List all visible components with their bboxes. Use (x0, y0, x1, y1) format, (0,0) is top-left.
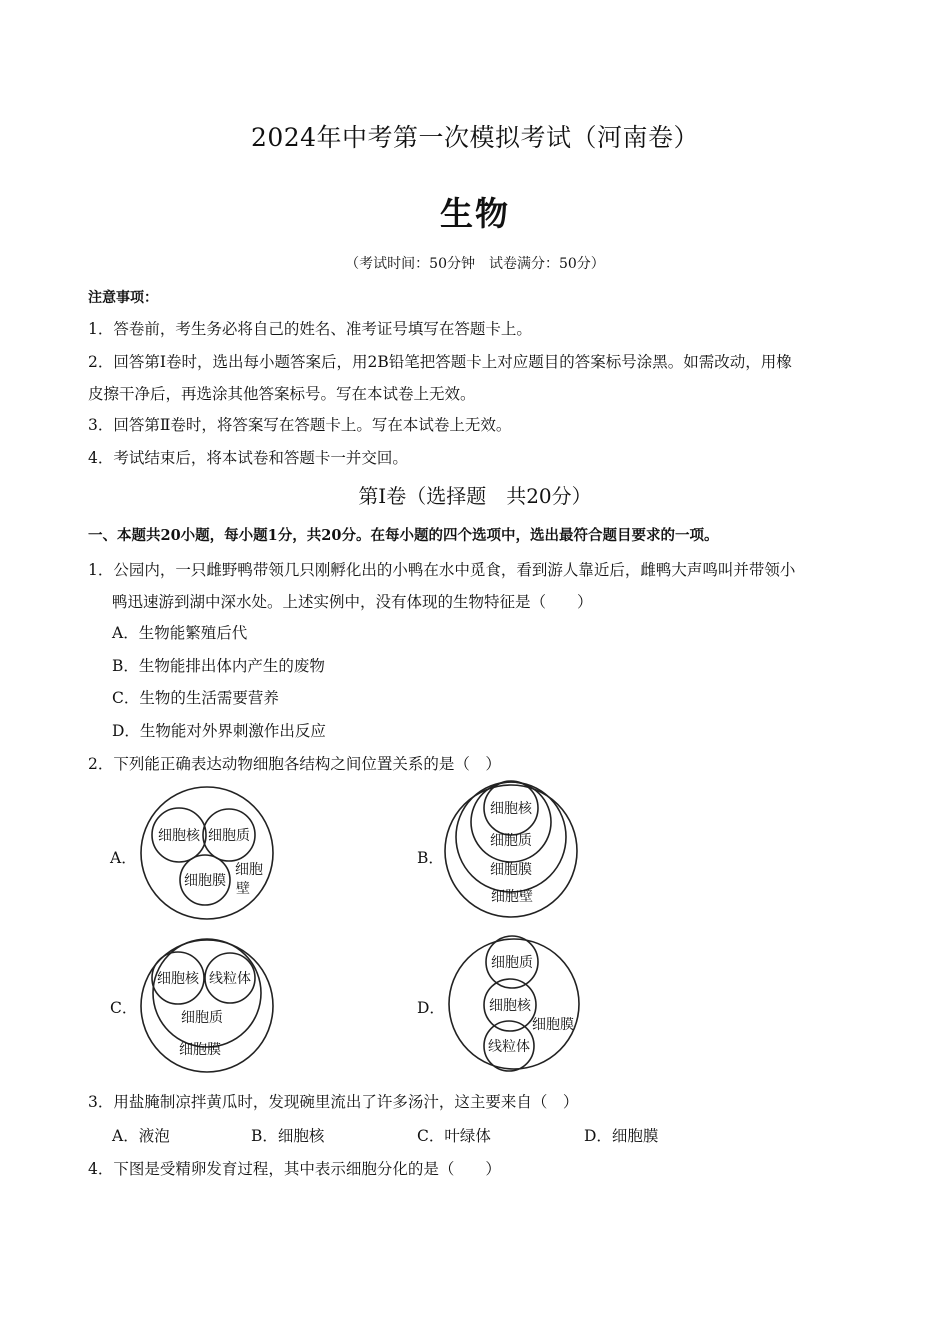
section-instruction: 一、本题共20小题，每小题1分，共20分。在每小题的四个选项中，选出最符合题目要求的一项。 (88, 527, 719, 544)
q2-option-b-letter: B． (417, 849, 444, 867)
notice-heading: 注意事项： (88, 290, 158, 306)
b-nucleus-label: 细胞核 (490, 801, 532, 817)
q1-option-d: D．生物能对外界刺激作出反应 (112, 722, 326, 740)
q2-option-d-letter: D． (417, 999, 445, 1017)
c-nucleus-label: 细胞核 (157, 971, 199, 987)
q4-stem: 4．下图是受精卵发育过程，其中表示细胞分化的是（ ） (88, 1160, 501, 1178)
b-membrane-label: 细胞膜 (490, 862, 532, 878)
a-wall-label-1: 细胞 (235, 862, 263, 878)
q3-stem: 3．用盐腌制凉拌黄瓜时，发现碗里流出了许多汤汁，这主要来自（ ） (88, 1093, 579, 1111)
d-mito-label: 线粒体 (488, 1039, 530, 1055)
q3-option-c: C．叶绿体 (417, 1127, 491, 1145)
a-membrane-label: 细胞膜 (184, 873, 226, 889)
q1-option-c: C．生物的生活需要营养 (112, 689, 279, 707)
q2-option-a-letter: A． (110, 849, 137, 867)
notice-item: 皮擦干净后，再选涂其他答案标号。写在本试卷上无效。 (88, 385, 476, 403)
b-wall-label: 细胞壁 (491, 889, 533, 905)
q2-option-c-letter: C． (110, 999, 138, 1017)
exam-title: 2024年中考第一次模拟考试（河南卷） (250, 123, 700, 152)
subject-title: 生物 (440, 194, 510, 233)
q1-stem-line2: 鸭迅速游到湖中深水处。上述实例中，没有体现的生物特征是（ ） (112, 593, 593, 611)
a-wall-label-2: 壁 (236, 881, 250, 897)
a-cytoplasm-label: 细胞质 (208, 828, 250, 844)
b-cytoplasm-label: 细胞质 (490, 833, 532, 849)
q2-stem: 2．下列能正确表达动物细胞各结构之间位置关系的是（ ） (88, 755, 501, 773)
notice-item: 3．回答第Ⅱ卷时，将答案写在答题卡上。写在本试卷上无效。 (88, 416, 512, 434)
d-cytoplasm-label: 细胞质 (491, 955, 533, 971)
c-mito-label: 线粒体 (209, 971, 251, 987)
notice-item: 2．回答第Ⅰ卷时，选出每小题答案后，用2B铅笔把答题卡上对应题目的答案标号涂黑。如需改动，用橡 (88, 353, 792, 371)
a-nucleus-label: 细胞核 (158, 828, 200, 844)
q1-stem-line1: 1．公园内，一只雌野鸭带领几只刚孵化出的小鸭在水中觅食，看到游人靠近后，雌鸭大声鸣叫并带领小 (88, 561, 796, 579)
section-title: 第Ⅰ卷（选择题 共20分） (358, 484, 592, 508)
notice-item: 4．考试结束后，将本试卷和答题卡一并交回。 (88, 449, 408, 467)
q3-option-b: B．细胞核 (251, 1127, 325, 1145)
exam-info: （考试时间：50分钟 试卷满分：50分） (345, 256, 605, 272)
notice-item: 1．答卷前，考生务必将自己的姓名、准考证号填写在答题卡上。 (88, 320, 532, 338)
c-cytoplasm-label: 细胞质 (181, 1010, 223, 1026)
q1-option-b: B．生物能排出体内产生的废物 (112, 657, 325, 675)
d-nucleus-label: 细胞核 (489, 998, 531, 1014)
diagram-a (141, 787, 273, 919)
q3-option-a: A．液泡 (112, 1127, 170, 1145)
q3-option-d: D．细胞膜 (584, 1127, 659, 1145)
c-membrane-label: 细胞膜 (179, 1042, 221, 1058)
d-membrane-label: 细胞膜 (532, 1017, 574, 1033)
q1-option-a: A．生物能繁殖后代 (112, 624, 248, 642)
